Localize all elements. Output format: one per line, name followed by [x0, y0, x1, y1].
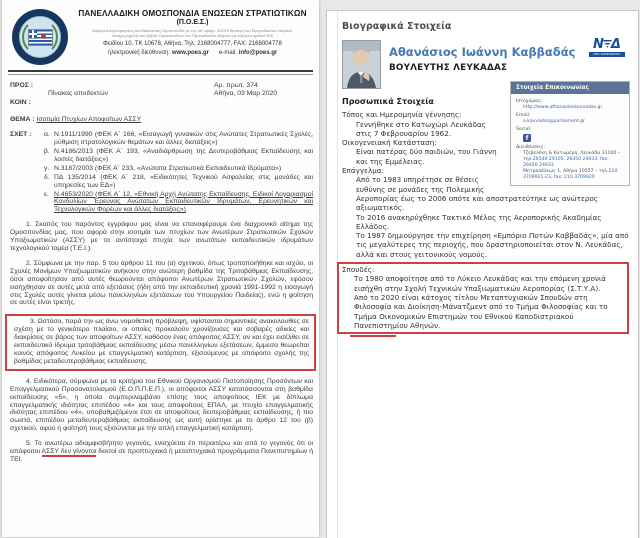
- address-1-phones: 26540 29105, 26450 24933, fax: 26450 24933: [523, 157, 609, 168]
- portrait-photo: [342, 40, 381, 89]
- paragraph-5-pre: 5. Το ανωτέρω αδιαμφισβήτητο γεγονός, ενισχύεται έτι περαιτέρω και από το γεγονός ότι οι απόφοιτοι: [10, 440, 313, 456]
- nd-letter-d: Δ: [610, 37, 621, 52]
- reference-item: [44, 131, 313, 147]
- reference-text: ΠΔ 135/2014 (ΦΕΚ Α΄ 218, «Ειδικότητες Τεχνικού Ασφαλείας στις μονάδες και υπηρεσίες των ΕΔ»): [54, 173, 313, 189]
- org-email: info@poes.gr: [238, 50, 278, 56]
- occupation-value-3: Το 1987 δημιούργησε την επιχείρηση «Εμπόριο Ποτών Καββαδάς», μία από τις μεγαλύτερες της περιοχής, που δραστηριοποιείται στον Ν. Λευκάδας, αλλά και στους γειτονικούς νομούς.: [356, 231, 629, 259]
- address-2-phones: 210 3709921-23, fax: 210 3709920: [523, 169, 618, 180]
- org-website-link: www.poes.gr: [171, 50, 209, 56]
- paragraph-5-post: δεκτοί σε προπτυχιακά ή μεταπτυχιακά προγράμματα Πανεπιστημίων ή ΤΕΙ.: [10, 448, 313, 463]
- address-2-text: Μητροπόλεως 1, Αθήνα 10557 – τηλ.: [523, 169, 609, 174]
- name-block: [389, 40, 575, 90]
- family-value: Είναι πατέρας δύο παιδιών, του Γιάννη και της Εμμέλειας.: [356, 147, 497, 166]
- references-label: ΣΧΕΤ :: [10, 131, 32, 139]
- nd-letter-n: Ν: [593, 37, 604, 52]
- reference-item: [44, 190, 313, 215]
- birth-value: Γεννήθηκε στο Κατωχώρι Λευκάδας στις 7 Φεβρουαρίου 1962.: [356, 119, 486, 138]
- subject-value: Ισοτιμία Πτυχίων Αποφοίτων ΑΣΣΥ: [36, 116, 142, 124]
- studies-value-2: Από το 2020 είναι κάτοχος τίτλου Μεταπτυχιακών Σπουδών στη Φιλοσοφία και Διοίκηση-Μάνατζμεντ από το Τμήμα Φιλοσοφίας και το Τμήμα Οικονομικών Επιστημών του Εθνικού Καποδιστριακού Πανεπιστημίου Αθηνών.: [354, 292, 608, 330]
- org-legal-line-1: Νόμιμα αναγνωρισμένη συνδικαλιστική Ομοσπονδία με την υπ' αριθμ. 4/2019 διαταγή του Ειρηνοδικείου Λαυρίου,: [91, 28, 293, 33]
- address-1: [523, 151, 624, 169]
- email-link[interactable]: a.kavvadas@parliament.gr: [523, 119, 585, 124]
- paragraph-4: 4. Ειδικότερα, σύμφωνα με τα κριτήρια του Εθνικού Οργανισμού Πιστοποίησης Προσόντων και Επαγγελματικού Προσανατολισμού (Ε.Ο.Π.Π.Ε.Π.), οι απόφοιτοι ΑΣΣΥ κατατάσσονται στη βαθμίδα εκπαίδευσης «5», η οποία συμπεριλαμβάνει επίσης τους αποφοίτους ΙΕΚ με δίπλωμα επαγγελματικής ιδιότητας επιπέδου «4» και τους αποφοίτους ΕΠΑΛ, με πτυχίο επαγγελματικής ιδιότητας επιπέδου «4», υποβαθμιζόμενοι έτσι σε αποφοίτους δευτεροβάθμιας εκπαίδευσης, ή πιο σωστά, επιπέδου μεταδευτεροβάθμιας εκπαίδευσης ως αυτή ορίστηκε με το άρθρο 12 του (β) σχετικού, αφού η φοίτησή τους εξισώνεται με την απλή επαγγελματική κατάρτιση.: [10, 377, 313, 433]
- koin-label: ΚΟΙΝ :: [10, 98, 31, 106]
- paragraph-3: 3. Ωστόσο, παρά την ως άνω νομοθετική πρόβλεψη, υφίστανται σημαντικές ανακολουθίες σε σχέση με το γενικότερο πλαίσιο, οι οποίες προκαλούν χρονίζουσες και σοβαρές αδικίες και διακρίσεις σε βάρος των αποφοίτων ΑΣΣΥ, καθόσον ένας απόφοιτος ΑΣΣΥ, αν και έχει εισέλθει σε εκπαιδευτικό ίδρυμα τριτοβάθμιας εκπαίδευσης μέσω πανελληνίων εξετάσεων, έμμεσα θεωρείται κοινός απόφοιτος Λυκείου με επαγγελματική κατάρτιση, εξισούμενος με απόφοιτο σχολής της βαθμίδας μεταδευτεροβάθμιας εκπαίδευσης.: [14, 318, 309, 365]
- profile-header: [342, 37, 633, 90]
- letter-date: Αθήνα, 03 Μαρ 2020: [214, 90, 278, 98]
- studies-value-1: Το 1980 αποφοίτησε από το Λύκειο Λευκάδας και την επόμενη χρονιά εισήχθη στην Σχολή Τεχνικών Υπαξιωματικών Αεροπορίας (Σ.Τ.Υ.Α).: [354, 274, 607, 293]
- greek-flag-icon: [29, 30, 52, 45]
- reference-index: β.: [44, 148, 50, 156]
- poes-emblem-icon: [12, 9, 68, 65]
- letter-meta: [2, 75, 319, 107]
- biography-body: [342, 85, 632, 337]
- subject-row: [2, 116, 319, 123]
- reference-text: Ν.4186/2013 (ΦΕΚ Α΄ 193, «Αναδιάρθρωση της Δευτεροβάθμιας Εκπαίδευσης και λοιπές διατάξεις»): [54, 148, 313, 163]
- email-label: Email:: [516, 113, 531, 118]
- annotation-underline-text: ΑΣΣΥ δεν γίνονται: [41, 448, 97, 456]
- pros-value: Πίνακας αποδεκτών: [48, 90, 108, 98]
- email-label: e-mail:: [219, 50, 238, 56]
- occupation-value-1: Από το 1983 υπηρέτησε σε θέσεις ευθύνης σε μονάδες της Πολεμικής Αεροπορίας έως το 2006 οπότε και αποστρατεύτηκε ως ανώτερος αξιωματικός.: [356, 175, 599, 213]
- reference-text-underlined: Ν.4653/2020 (ΦΕΚ Α΄ 12, «Εθνική Αρχή Ανώτατης Εκπαίδευσης, Ειδικοί Λογαριασμοί Κονδυλίων Έρευνας Ανώτατων Εκπαιδευτικών Ιδρυμάτων, Ερευνητικών και Τεχνολογικών Φορέων και άλλες διατάξεις»): [54, 190, 313, 214]
- contact-box-header: Στοιχεία Επικοινωνίας: [511, 82, 629, 94]
- references-block: [2, 131, 319, 214]
- org-name: ΠΑΝΕΛΛΑΔΙΚΗ ΟΜΟΣΠΟΝΔΙΑ ΕΝΩΣΕΩΝ ΣΤΡΑΤΙΩΤΙΚΩΝ: [78, 9, 307, 18]
- flag-emblem: [41, 34, 46, 39]
- annotation-box-paragraph-3: [5, 314, 316, 370]
- org-address: Φειδίου 10, ΤΚ 10678, Αθήνα, Τηλ: 2168004777, FAX: 2168004778: [103, 41, 282, 47]
- paragraph-2: 2. Σύμφωνα με την παρ. 5 του άρθρου 11 του (α) σχετικού, όπως τροποποιήθηκε και ισχύει, οι Σχολές Μονίμων Υπαξιωματικών ανήκουν στην ανώτερη βαθμίδα της Τριτοβάθμιας Εκπαίδευσης, όσοι αποφοίτησαν από αυτές θεωρούνται απόφοιτοι Ανωτέρων Στρατιωτικών Σχολών, εφόσον εισήχθησαν σε αυτές μετά από εξετάσεις (ήδη από την εκπαιδευτική χρονιά 1991-1992 η εισαγωγή στις Σχολές αυτές γίνεται μέσω πανελληνίων εξετάσεων του Υπουργείου Παιδείας), ενώ η φοίτηση σε αυτές είναι τριετής.: [10, 259, 313, 307]
- person-role: ΒΟΥΛΕΥΤΗΣ ΛΕΥΚΑΔΑΣ: [389, 63, 508, 73]
- website-label: Ιστοχώρος:: [516, 99, 543, 104]
- org-legal-line-2: καταχωρημένη στα βιβλία Ομοσπονδιών του Πρωτοδικείου Αθηνών με αύξοντα αριθμό 905: [112, 33, 273, 38]
- occupation-label: Επάγγελμα:: [342, 166, 384, 176]
- flag-cross: [29, 33, 38, 35]
- paragraph-5: [2, 440, 319, 464]
- reference-item: [44, 164, 313, 173]
- poes-letter-page: [2, 0, 319, 537]
- studies-label: Σπουδές:: [342, 265, 375, 275]
- nd-caption: ΝΕΑ ΔΗΜΟΚΡΑΤΙΑ: [589, 52, 625, 57]
- page-title: Βιογραφικά Στοιχεία: [342, 21, 452, 32]
- reference-item: [44, 173, 313, 190]
- letterhead: [2, 0, 319, 65]
- paragraph-1: 1. Σκοπός του παρόντος εγγράφου μας είναι να επαναφέρουμε ένα διαχρονικό αίτημα της Ομοσπονδίας μας, που αφορά στην ισοτιμία των πτυχίων των Ανωτέρων Στρατιωτικών Σχολών Υπαξιωματικών (ΑΣΣΥ) με τα αντίστοιχα πτυχία των ανωτάτων εκπαιδευτικών ιδρυμάτων τεχνολογικού τομέα (Τ.Ε.Ι.).: [10, 221, 313, 252]
- biography-content: [327, 11, 638, 337]
- protocol-block: [214, 82, 277, 99]
- org-abbreviation: (Π.Ο.Ε.Σ.): [176, 19, 209, 26]
- contact-box-body: [511, 94, 629, 185]
- occupation-value-2: Το 2016 ανακηρύχθηκε Τακτικό Μέλος της Αεροπορικής Ακαδημίας Ελλάδος.: [356, 212, 602, 231]
- red-underline-mark: [350, 335, 396, 337]
- birth-label: Τόπος και Ημερομηνία γέννησης:: [342, 110, 462, 120]
- pros-label: ΠΡΟΣ :: [10, 82, 33, 89]
- facebook-icon[interactable]: f: [523, 134, 531, 142]
- poes-emblem-inner: [19, 16, 61, 58]
- reference-index: α.: [44, 131, 50, 139]
- org-web-email: [76, 50, 309, 56]
- biography-page: [326, 10, 639, 538]
- reference-index: γ.: [44, 164, 50, 172]
- subject-label: ΘΕΜΑ :: [10, 116, 35, 124]
- nd-party-logo: [589, 38, 625, 57]
- website-link[interactable]: http://www.athanasioskavvadas.gr: [523, 105, 603, 110]
- letterhead-text: [76, 9, 309, 56]
- reference-text: Ν.3187/2003 (ΦΕΚ Α΄ 233, «Ανώτατα Στρατιωτικά Εκπαιδευτικά Ιδρύματα»): [54, 164, 282, 172]
- family-label: Οικογενειακή Κατάσταση:: [342, 138, 437, 148]
- reference-text: Ν.1911/1990 (ΦΕΚ Α΄ 166, «Εισαγωγή γυναικών στις Ανώτατες Στρατιωτικές Σχολές, ρύθμιση στρατολογικών θεμάτων και άλλες διατάξεις»): [54, 131, 313, 147]
- addresses-label: Διευθύνσεις:: [516, 145, 546, 150]
- nd-letters: [589, 38, 625, 51]
- personal-info-heading: Προσωπικά Στοιχεία: [342, 97, 434, 106]
- contact-info-box: [510, 81, 630, 186]
- address-2: [523, 169, 624, 181]
- annotation-box-studies: [337, 262, 629, 334]
- reference-index: ε.: [44, 190, 49, 198]
- person-name: Αθανάσιος Ιωάννη Καββαδάς: [389, 45, 576, 59]
- reference-index: δ.: [44, 173, 50, 181]
- social-label: Social:: [516, 127, 532, 132]
- reference-item: [44, 148, 313, 164]
- protocol-number: Αρ. πρωτ. 374: [214, 82, 258, 89]
- portrait-illustration: [343, 41, 380, 88]
- web-label: ηλεκτρονική διεύθυνση:: [107, 50, 171, 56]
- address-1-text: Τζεβελέκη & Κατωμέρη, Λευκάδα 31100 – τηλ.: [523, 151, 621, 162]
